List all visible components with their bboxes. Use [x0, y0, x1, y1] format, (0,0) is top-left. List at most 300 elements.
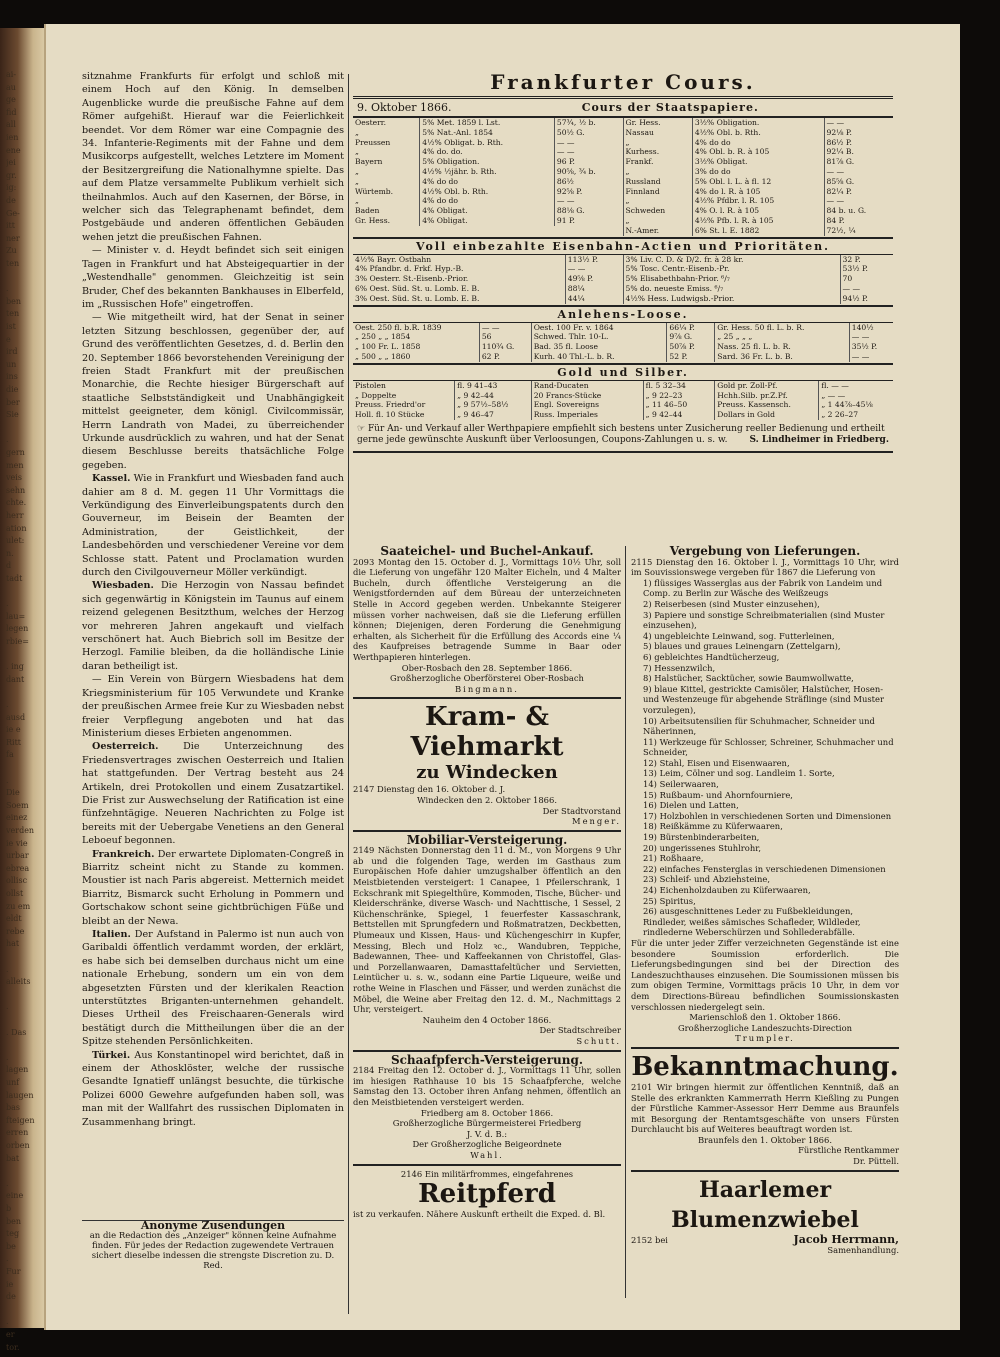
ad-signature: Großherzogliche Bürgermeisterei Friedberg [392, 1118, 582, 1129]
binding-fragment: . [6, 599, 9, 609]
table-row [353, 177, 623, 187]
table-cell: Rand-Ducaten [532, 381, 643, 391]
table-cell: fl. — — [821, 380, 849, 390]
binding-fragment: . [6, 1178, 9, 1188]
binding-fragment: . [6, 1254, 9, 1264]
table-row [532, 323, 715, 333]
binding-fragment: ulet: [6, 536, 25, 546]
delivery-items-list [631, 578, 899, 938]
table-cell: 96 P. [556, 157, 575, 167]
table-cell: 5% Nat.-Anl. 1854 [420, 128, 555, 138]
ad-signature: Großherzogliche Oberförsterei Ober-Rosbach [390, 673, 584, 684]
table-cell: 5% Tosc. Centr.-Eisenb.-Pr. [624, 264, 841, 274]
table-cell: 3% Liv. C. D. & D/2. fr. à 28 kr. [624, 255, 841, 265]
table-row [715, 323, 893, 333]
table-cell: 70 [842, 274, 853, 284]
table-cell: 110¾ G. [481, 342, 515, 352]
table-cell: 90⅝, ¾ b. [556, 166, 596, 176]
table-cell: 4½% Obl. b. Rth. [420, 187, 555, 197]
anonymous-notice-text: an die Redaction des „Anzeiger" können keine Aufnahme finden. Für jedes der Redaction zugewendete Vertrauen sichert dieselbe indessen die strengste Discretion zu. D. Red. [89, 1231, 337, 1271]
table-row [715, 332, 893, 342]
gold-title: Gold und Silber. [353, 363, 893, 381]
ad-text: 2115 Dienstag den 16. Oktober l. J., Vormittags 10 Uhr, wird im Souvissionswege vergeben für 1867 die Lieferung von [631, 556, 899, 578]
binding-fragment: ebrea [6, 863, 30, 873]
news-paragraph: — Minister v. d. Heydt befindet sich seit einigen Tagen in Frankfurt und hat Absteigequartier in der „Westendhalle" genommen. Gleichzeitig ist sein Bruder, Chef des bekannten Bankhauses in Elberfeld, im „Russischen Hofe" eingetroffen. [82, 245, 344, 310]
table-row [353, 147, 623, 157]
table-row [624, 255, 894, 265]
cours-title: Frankfurter Cours. [353, 70, 893, 99]
table-row [532, 342, 715, 352]
table-cell: „ 1 44⅞–45⅛ [821, 400, 873, 410]
table-cell: 4½% Pfb. l. R. à 105 [692, 216, 824, 226]
binding-fragment: lagen [6, 1065, 29, 1075]
loose-col-a [353, 323, 531, 362]
binding-fragment: gern [6, 448, 25, 457]
ad-signature-line: J. V. d. B.: [466, 1128, 508, 1139]
binding-fragment: teg [6, 1229, 20, 1239]
table-cell: 66¼ P. [669, 322, 695, 332]
table-row [532, 352, 715, 362]
table-cell: 88⅛ G. [556, 206, 585, 216]
table-cell: Russland [624, 177, 693, 187]
table-row [353, 381, 531, 391]
table-cell: „ [353, 177, 420, 187]
table-row [624, 167, 894, 177]
table-cell: 44¼ [567, 293, 585, 303]
table-row [353, 167, 623, 177]
table-cell: Schweden [624, 206, 693, 216]
table-cell: fl. 9 41–43 [457, 380, 498, 390]
list-item: 25) Spiritus, [643, 895, 696, 906]
binding-fragment: orben [6, 1141, 30, 1150]
binding-fragment: Zu [6, 246, 17, 256]
table-cell: Engl. Sovereigns [532, 400, 643, 410]
ad-headline: Kram- & Viehmarkt [410, 702, 564, 763]
table-cell: Pistolen [353, 381, 455, 391]
table-row [353, 284, 623, 294]
binding-fragment: e [6, 334, 11, 344]
binding-fragment: sehn [6, 485, 26, 495]
table-cell: 113½ P. [567, 254, 599, 264]
ad-place: Windecken den 2. Oktober 1866. [417, 794, 557, 805]
binding-fragment: d [6, 561, 12, 571]
binding-fragment: . [6, 1052, 9, 1062]
list-item: 1) flüssiges Wasserglas aus der Fabrik von Landeim und Comp. zu Berlin zur Wäsche des Weißzeugs [643, 577, 883, 599]
ad-signature-name: Bingmann. [455, 683, 519, 694]
table-row [715, 381, 893, 391]
ad-signature-line: Der Großherzogliche Beigeordnete [412, 1139, 562, 1150]
ad-text: 2152 bei [631, 1234, 668, 1245]
table-row [715, 410, 893, 420]
binding-fragment: Fur [6, 1267, 21, 1276]
news-text: Die Unterzeichnung des Friedensvertrages zwischen Oesterreich und Italien hat stattgefunden. Der Vertrag besteht aus 24 Artikeln, drei Protokollen und einem Zusatzartikel. Die Frist zur Auswechselung der Ratification ist eine fünfzehntägige. Neueren Nachrichten zu Folge ist bereits mit der Uebergabe Venetiens an den General Leboeuf begonnen. [82, 741, 344, 847]
ad-signature-name: Trumpler. [735, 1033, 795, 1044]
table-row [353, 255, 623, 265]
bank-firm: S. Lindheimer in Friedberg. [749, 435, 889, 446]
news-paragraph [82, 928, 344, 1049]
ad-place: Friedberg am 8. October 1866. [420, 1107, 554, 1118]
loose-col-c [715, 323, 893, 362]
binding-fragment: herr [6, 511, 24, 520]
news-paragraph: — Ein Verein von Bürgern Wiesbadens hat dem Kriegsministerium für 105 Verwundete und Kranke der preußischen Armee freie Kur zu Wiesbaden nebst freier Verpflegung angeboten und hat das Ministerium dieses Erbieten angenommen. [82, 674, 344, 739]
table-row [715, 342, 893, 352]
binding-fragment: . [6, 1317, 9, 1327]
table-cell: Würtemb. [353, 187, 420, 197]
table-row [624, 118, 894, 128]
ad-signature: Der Stadtschreiber [539, 1025, 621, 1036]
table-cell: „ [353, 128, 420, 138]
table-cell: Schwed. Thlr. 10-L. [532, 332, 667, 342]
loose-title: Anlehens-Loose. [353, 305, 893, 323]
table-row [353, 118, 623, 128]
table-cell: 92⅝ P. [556, 186, 583, 196]
binding-fragment: ie vie [6, 838, 28, 848]
gold-col-a [353, 381, 531, 420]
binding-fragment: einez [6, 813, 28, 823]
list-item: 19) Bürstenbinderarbeiten, [643, 832, 760, 843]
binding-fragment: . ing [6, 662, 24, 672]
table-cell: 3% do do [692, 167, 824, 177]
advertisements [353, 546, 905, 1306]
book-binding [0, 28, 44, 1352]
table-cell: 140½ [851, 322, 874, 332]
table-cell: Gold pr. Zoll-Pf. [715, 381, 819, 391]
news-heading: Oesterreich. [92, 741, 159, 753]
table-row [353, 410, 531, 420]
table-cell: „ [624, 216, 693, 226]
loose-table [353, 323, 893, 362]
list-item: 16) Dielen und Latten, [643, 800, 739, 811]
table-row [624, 157, 894, 167]
table-cell: „ [353, 167, 420, 177]
news-column [82, 70, 344, 1276]
table-cell: 92¼ B. [826, 147, 854, 157]
table-cell: — — [842, 283, 861, 293]
binding-fragment: Soem [6, 800, 29, 810]
ad-title: Saateichel- und Buchel-Ankauf. [380, 544, 594, 558]
binding-fragment: hat [6, 939, 20, 949]
ad-signature-name: Dr. Püttell. [853, 1156, 899, 1167]
cours-date: 9. Oktober 1866. [357, 101, 452, 114]
table-cell: 9⅞ G. [669, 332, 693, 342]
binding-fragment: b [6, 1204, 12, 1213]
binding-fragment: all [6, 120, 16, 130]
binding-fragment: . [6, 964, 9, 974]
table-cell: Frankf. [624, 157, 693, 167]
binding-fragment: n. [6, 548, 14, 558]
table-cell: 4% do. do. [420, 147, 555, 157]
table-cell: 50⅞ P. [669, 342, 695, 352]
binding-fragment: ird [6, 347, 18, 357]
table-cell: 5% Met. 1859 l. Lst. [420, 118, 555, 128]
list-item: 24) Eichenholzdauben zu Küferwaaren, [643, 885, 811, 895]
ad-signature: Der Stadtvorstand [542, 805, 621, 816]
table-cell: — — [556, 196, 575, 206]
table-cell: — — [851, 351, 870, 361]
table-cell: Kurhess. [624, 147, 693, 157]
ad-signature: Fürstliche Rentkammer [798, 1145, 899, 1156]
cours-section [353, 70, 893, 453]
table-row [353, 264, 623, 274]
table-cell: „ [624, 196, 693, 206]
anonymous-notice-title: Anonyme Zusendungen [140, 1219, 286, 1232]
table-cell: 5% do. neueste Emiss. ⁶/₇ [624, 284, 841, 294]
binding-fragment: men [6, 460, 24, 470]
table-cell: „ 9 22–23 [645, 390, 683, 400]
table-cell: Bad. 35 fl. Loose [532, 342, 667, 352]
news-paragraph: — Wie mitgetheilt wird, hat der Senat in seiner letzten Sitzung beschlossen, gegenüber der, auf Grund des veröffentlichten Gesetzes, d. d. Berlin den 20. September 1866 bevorstehenden Vereinigung der freien Stadt Frankfurt mit der preußischen Monarchie, die Rechte hiesiger Bürgerschaft auf staatliche Selbstständigkeit und Unabhängigkeit mittelst geeigneter, dem königl. Civilcommissär, Herrn Landrath von Madei, zu überreichender Urkunde ausdrücklich zu wahren, und hat der Senat diesem Beschlusse bereits thatsächliche Folge gegeben. [82, 312, 344, 471]
news-heading: Wiesbaden. [92, 580, 154, 592]
ad-text: 2149 Nächsten Donnerstag den 11 d. M., von Morgens 9 Uhr ab und die folgenden Tage, werden im Gasthaus zum Europäischen Hofe dahier umzugshalber öffentlich an den Meistbietenden versteigert: 1 Canapee, 1 Pfeilerschrank, 1 Eckschrank mit Spiegelthüre, Kommoden, Tische, Bücher- und Kleiderschränke, diverse Wasch- und Nachttische, 1 Sessel, 2 Küchenschränke, Spiegel, 1 feuerfester Kassaschrank, Bettstellen mit Sprungfedern und Roßmatratzen, Deckbetten, Plumeaux und Kissen, Haus- und Küchengeschirr in Kupfer, Messing, Blech und Holz ꝛc., Wandubren, Teppiche, Badewannen, Thee- und Kaffeekannen von Christoffel, Glas- und Porzellanwaaren, Damasttafeltücher und Servietten, Leintücher u. s. w., sodann eine Partie Liqueure, weiße und rothe Weine in Flaschen und Fässer, und werden zunächst die Möbel, die Weine aber Freitag den 12. d. M., Nachmittags 2 Uhr, versteigert. [353, 845, 621, 1015]
table-cell: 4½% Bayr. Ostbahn [353, 255, 565, 265]
table-cell: Hchh.Silb. pr.Z.Pf. [715, 391, 819, 401]
table-row [353, 342, 531, 352]
table-cell: 50½ G. [556, 127, 585, 137]
binding-fragment: die [6, 385, 19, 394]
table-row [353, 196, 623, 206]
table-row [624, 264, 894, 274]
table-cell: — — [556, 137, 575, 147]
table-cell: — — [851, 332, 870, 342]
table-cell: 4% O. l. R. à 105 [692, 206, 824, 216]
news-text: Aus Konstantinopel wird berichtet, daß in einem der Athosklöster, welche der russische Gesandte Ignatieff unlängst besuchte, die türkische Polizei 6000 Gewehre aufgefunden haben soll, was man mit der Wallfahrt des russischen Diplomaten in Zusammenhang bringt. [82, 1049, 344, 1128]
news-paragraph [82, 848, 344, 928]
ad-firm-type: Samenhandlung. [827, 1245, 899, 1256]
gold-table [353, 381, 893, 420]
table-cell: 85⅝ G. [826, 176, 855, 186]
table-cell: N.-Amer. [624, 226, 693, 236]
binding-fragment: ollst [6, 889, 24, 898]
table-cell: 4% Obl. b. R. à 105 [692, 147, 824, 157]
ad-signature-name: Wahl. [470, 1149, 504, 1160]
ad-text: ist zu verkaufen. Nähere Auskunft ertheilt die Exped. d. Bl. [353, 1209, 606, 1220]
binding-fragment: ai- [6, 70, 17, 79]
ad-firm: Jacob Herrmann, [793, 1232, 899, 1246]
table-row [624, 196, 894, 206]
table-row [715, 400, 893, 410]
news-text: Der Aufstand in Palermo ist nun auch von Garibaldi öffentlich verdammt worden, der erklärt, es habe sich bei demselben durchaus nicht um eine nationale Erhebung, sondern um ein von dem abgesetzten Fürsten und der klerikalen Reaction unterstütztes Briganten-unternehmen gehandelt. Dieses Urtheil des Freischaaren-Generals wird bestätigt durch die Mittheilungen über die an der Spitze stehenden Persönlichkeiten. [82, 929, 344, 1048]
table-row [624, 177, 894, 187]
table-row [624, 274, 894, 284]
list-item: 8) Halstücher, Sacktücher, sowie Baumwollwatte, [643, 673, 854, 684]
table-cell: fl. 5 32–34 [645, 380, 686, 390]
binding-fragment: ben [6, 296, 22, 306]
table-cell: 4% Obligat. [420, 206, 555, 216]
table-cell: Dollars in Gold [715, 410, 819, 420]
table-cell: Sard. 36 Fr. L. b. B. [715, 352, 849, 362]
binding-fragment: ie [6, 1279, 14, 1289]
ad-text: 2146 Ein militärfrommes, eingefahrenes [400, 1168, 574, 1179]
table-row [353, 187, 623, 197]
list-item: 15) Rußbaum- und Ahornfourniere, [643, 789, 793, 800]
binding-fragment: ie e [6, 725, 21, 735]
binding-fragment: rbie= [6, 637, 29, 646]
news-paragraph [82, 740, 344, 847]
table-row [532, 381, 715, 391]
ads-right-column [631, 546, 899, 1256]
binding-fragment: . Das [6, 1027, 27, 1037]
binding-fragment: ber [6, 397, 20, 407]
binding-fragment: eine [6, 1191, 24, 1201]
table-cell: 4% Obligat. [420, 216, 555, 226]
ad-text: Für die unter jeder Ziffer verzeichneten Gegenstände ist eine besondere Soumission erforderlich. Die Lieferungsbedingungen sind bei der Direction des Landeszuchthauses einzusehen. Die Soumissionen müssen bis zum obigen Termine, Vormittags präcis 10 Uhr, in dem vor dem Directions-Büreau befindlichen Soumissionskasten verschlossen niedergelegt sein. [631, 937, 899, 1012]
table-cell: 35½ P. [851, 342, 878, 352]
binding-fragment: fteigen [6, 1115, 35, 1125]
binding-fragment: ner [6, 233, 20, 243]
binding-fragment: ien [6, 133, 19, 142]
ad-place: Ober-Rosbach den 28. September 1866. [401, 662, 573, 673]
table-cell: „ 250 „ „ 1854 [353, 332, 479, 342]
list-item: 13) Leim, Cölner und sog. Landleim 1. Sorte, [643, 768, 835, 779]
table-row [353, 332, 531, 342]
anonymous-notice [82, 1220, 344, 1271]
table-row [532, 391, 715, 401]
news-heading: Italien. [92, 929, 131, 940]
table-row [353, 352, 531, 362]
binding-fragment: gr. [6, 170, 17, 180]
gold-col-b [532, 381, 715, 420]
table-cell: 84 P. [826, 215, 845, 225]
table-cell: 3% Oesterr. St.-Eisenb.-Prior. [353, 274, 565, 284]
binding-fragment: tadt [6, 574, 23, 583]
list-item: 20) ungerissenes Stuhlrohr, [643, 842, 761, 853]
table-cell: 4% do do [420, 177, 555, 187]
ad-headline: Reitpferd [418, 1179, 556, 1210]
table-cell: 5% Elisabethbahn-Prior. ⁶/₇ [624, 274, 841, 284]
table-cell: — — [567, 264, 586, 274]
table-row [353, 400, 531, 410]
list-item: 12) Stahl, Eisen und Eisenwaaren, [643, 757, 790, 768]
table-cell: 20 Francs-Stücke [532, 391, 643, 401]
table-cell: „ 9 42–44 [457, 390, 494, 400]
ad-signature-name: Menger. [572, 816, 621, 827]
table-cell: „ — — [821, 390, 846, 400]
ad-signature: Großherzogliche Landeszuchts-Direction [677, 1022, 853, 1033]
table-cell: 94½ P. [842, 293, 868, 303]
table-row [532, 410, 715, 420]
table-row [624, 128, 894, 138]
binding-fragment: zu em [6, 901, 31, 911]
binding-fragment: Ge- [6, 208, 20, 218]
binding-fragment: . [6, 435, 9, 445]
list-item: 14) Seilerwaaren, [643, 779, 719, 790]
binding-fragment: Sie [6, 410, 19, 420]
list-item: 6) gebleichtes Handtücherzeug, [643, 651, 780, 662]
table-cell: Preussen [353, 138, 420, 148]
ad-subheadline: zu Windecken [416, 762, 558, 784]
news-heading: Kassel. [92, 473, 131, 485]
binding-fragment: ene [6, 145, 21, 155]
news-paragraph [82, 579, 344, 673]
ad-text: 2147 Dienstag den 16. Oktober d. J. [353, 784, 506, 795]
ad-headline: Bekanntmachung. [631, 1051, 899, 1082]
binding-fragment: urbar [6, 851, 29, 861]
binding-fragment: de [6, 196, 16, 205]
rail-table [353, 255, 893, 304]
binding-fragment: rebe [6, 926, 25, 936]
table-cell: — — [481, 322, 500, 332]
table-cell: — — [826, 196, 845, 206]
binding-fragment: . [6, 775, 9, 785]
table-cell: „ [353, 196, 420, 206]
table-cell: Gr. Hess. [353, 216, 420, 226]
binding-fragment: be [6, 1241, 16, 1251]
binding-fragment: ten [6, 309, 20, 319]
table-cell: 4½% Obl. b. Rth. [692, 128, 824, 138]
binding-fragment: ge [6, 95, 16, 105]
table-cell: 4½% Hess. Ludwigsb.-Prior. [624, 294, 841, 304]
ad-signature-name: Schutt. [576, 1035, 621, 1046]
table-cell: 52 P. [669, 351, 688, 361]
table-row [353, 157, 623, 167]
list-item: 2) Reiserbesen (sind Muster einzusehen), [643, 598, 820, 609]
binding-fragment: eldt [6, 914, 22, 924]
loose-col-b [532, 323, 715, 362]
gold-col-c [715, 381, 893, 420]
table-row [624, 216, 894, 226]
table-cell: 4½% Pfdbr. l. R. 105 [692, 196, 824, 206]
table-cell: 92⅛ P. [826, 127, 852, 137]
table-cell: 86½ [556, 176, 574, 186]
news-heading: Türkei. [92, 1049, 131, 1061]
table-cell: 3½% Obligation. [692, 118, 824, 128]
binding-fragment: erren [6, 1128, 29, 1138]
newspaper-page [44, 24, 960, 1330]
table-row [532, 332, 715, 342]
table-cell: „ 500 „ „ 1860 [353, 352, 479, 362]
table-cell: Preuss. Friedrd'or [353, 400, 455, 410]
binding-fragment: tor. [6, 1342, 20, 1352]
binding-fragment: ins [6, 372, 18, 382]
table-cell: Oesterr. [353, 118, 420, 128]
table-row [715, 352, 893, 362]
binding-fragment: bas [6, 1103, 20, 1113]
ad-footer [631, 1232, 899, 1256]
table-cell: Preuss. Kassensch. [715, 400, 819, 410]
news-paragraph [82, 472, 344, 579]
binding-fragment: bat [6, 1153, 20, 1163]
rail-left [353, 255, 623, 304]
ad-text: 2093 Montag den 15. October d. J., Vormittags 10½ Uhr, soll die Lieferung von ungefähr 120 Malter Eicheln, und 4 Malter Bucheln, durch öffentliche Versteigerung an die Wenigstfordernden auf dem Büreau der unterzeichneten Stelle in Accord gegeben werden. Unbekannte Steigerer müssen vorher nachweisen, daß sie die Lieferung erfüllen können; Diejenigen, deren Forderung die Genehmigung erhalten, als Sicherheit für die Erfüllung des Accords eine ¼ des Kaufpreises betragende Summe in Baar oder Werthpapieren hinterlegen. [353, 556, 621, 662]
list-item: 10) Arbeitsutensilien für Schuhmacher, Schneider und Näherinnen, [643, 715, 875, 737]
table-cell: 4% do do [420, 196, 555, 206]
list-item: 7) Hessenzwilch, [643, 662, 716, 673]
table-cell: 6% Oest. Süd. St. u. Lomb. E. B. [353, 284, 565, 294]
table-cell: 49⅝ P. [567, 274, 594, 284]
column-rule [348, 74, 349, 1314]
binding-fragment: jei [6, 158, 16, 168]
table-cell: „ 9 46–47 [457, 410, 494, 420]
binding-fragment: dant [6, 674, 25, 684]
table-row [624, 294, 894, 304]
news-heading: Frankreich. [92, 848, 155, 860]
list-item: 23) Schleif- und Abziehsteine, [643, 874, 770, 885]
table-cell: „ 11 46–50 [645, 400, 688, 410]
table-cell: 3% Oest. Süd. St. u. Lomb. E. B. [353, 294, 565, 304]
ad-text: 2184 Freitag den 12. October d. J., Vormittags 11 Uhr, sollen im hiesigen Rathhause 10 bis 15 Schaafpferche, welche Samstag den 13. October ihren Anfang nehmen, öffentlich an den Meistbietenden versteigert werden. [353, 1065, 621, 1107]
table-cell: 57¾, ½ b. [556, 118, 596, 127]
list-item: 3) Papiere und sonstige Schreibmaterialien (sind Muster einzusehen), [643, 609, 885, 631]
table-cell: — — [826, 118, 845, 127]
table-row [353, 206, 623, 216]
table-row [353, 128, 623, 138]
table-row [624, 226, 894, 236]
table-cell: 62 P. [481, 351, 500, 361]
table-row [624, 138, 894, 148]
table-cell: Russ. Imperiales [532, 410, 643, 420]
table-cell: 6% St. l. E. 1882 [692, 226, 824, 236]
rail-title: Voll einbezahlte Eisenbahn-Actien und Prioritäten. [353, 237, 893, 255]
